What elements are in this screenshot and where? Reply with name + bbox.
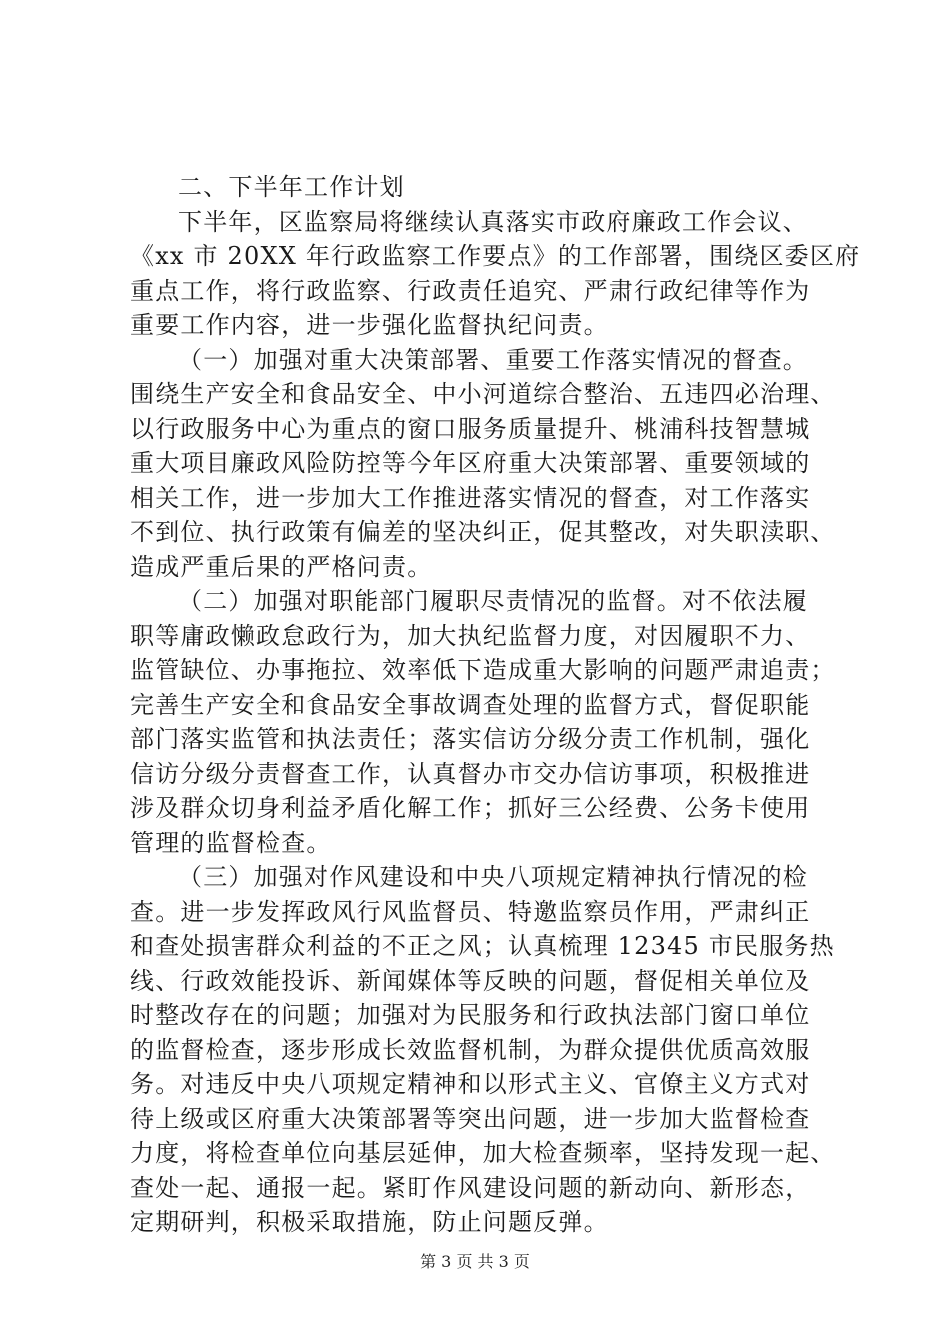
text-line: 职等庸政懒政怠政行为，加大执纪监督力度，对因履职不力、 — [130, 621, 811, 650]
text-line: 造成严重后果的严格问责。 — [130, 552, 433, 581]
document-body — [130, 170, 861, 1240]
text-line: 和查处损害群众利益的不正之风；认真梳理 12345 市民服务热 — [130, 932, 835, 960]
text-line: 涉及群众切身利益矛盾化解工作；抓好三公经费、公务卡使用 — [130, 794, 811, 822]
text-line: 《xx 市 20XX 年行政监察工作要点》的工作部署，围绕区委区府 — [130, 242, 861, 270]
text-line: 力度，将检查单位向基层延伸，加大检查频率，坚持发现一起、 — [130, 1139, 836, 1167]
subsection-heading: （三）加强对作风建设和中央八项规定精神执行情况的检 — [178, 863, 808, 891]
text-line: 待上级或区府重大决策部署等突出问题，进一步加大监督检查 — [130, 1104, 811, 1133]
text-line: 完善生产安全和食品安全事故调查处理的监督方式，督促职能 — [130, 690, 811, 719]
text-line: 管理的监督检查。 — [130, 828, 332, 857]
text-line: 定期研判，积极采取措施，防止问题反弹。 — [130, 1208, 609, 1236]
text-line: 查。进一步发挥政风行风监督员、特邀监察员作用，严肃纠正 — [130, 897, 811, 926]
text-line: 查处一起、通报一起。紧盯作风建设问题的新动向、新形态， — [130, 1173, 811, 1202]
text-line: 监管缺位、办事拖拉、效率低下造成重大影响的问题严肃追责； — [130, 656, 836, 684]
text-line: 时整改存在的问题；加强对为民服务和行政执法部门窗口单位 — [130, 1001, 811, 1029]
subsection-heading: （一）加强对重大决策部署、重要工作落实情况的督查。 — [178, 345, 808, 374]
text-line: 线、行政效能投诉、新闻媒体等反映的问题，督促相关单位及 — [130, 966, 811, 995]
text-line: 务。对违反中央八项规定精神和以形式主义、官僚主义方式对 — [130, 1070, 811, 1098]
text-line: 不到位、执行政策有偏差的坚决纠正，促其整改，对失职渎职、 — [130, 518, 836, 546]
text-line: 相关工作，进一步加大工作推进落实情况的督查，对工作落实 — [130, 483, 811, 512]
text-line: 信访分级分责督查工作，认真督办市交办信访事项，积极推进 — [130, 759, 811, 788]
text-line: 围绕生产安全和食品安全、中小河道综合整治、五违四必治理、 — [130, 380, 836, 408]
text-line: 以行政服务中心为重点的窗口服务质量提升、桃浦科技智慧城 — [130, 414, 811, 443]
page-footer — [0, 1252, 950, 1272]
text-line: 重要工作内容，进一步强化监督执纪问责。 — [130, 311, 609, 339]
text-line: 下半年，区监察局将继续认真落实市政府廉政工作会议、 — [178, 207, 808, 236]
section-heading: 二、下半年工作计划 — [178, 173, 405, 201]
text-line: 重点工作，将行政监察、行政责任追究、严肃行政纪律等作为 — [130, 276, 811, 305]
subsection-heading: （二）加强对职能部门履职尽责情况的监督。对不依法履 — [178, 587, 808, 615]
page-indicator: 第 3 页 共 3 页 — [420, 1252, 530, 1271]
text-line: 重大项目廉政风险防控等今年区府重大决策部署、重要领域的 — [130, 449, 811, 477]
text-line: 部门落实监管和执法责任；落实信访分级分责工作机制，强化 — [130, 725, 811, 753]
text-line: 的监督检查，逐步形成长效监督机制，为群众提供优质高效服 — [130, 1035, 811, 1064]
